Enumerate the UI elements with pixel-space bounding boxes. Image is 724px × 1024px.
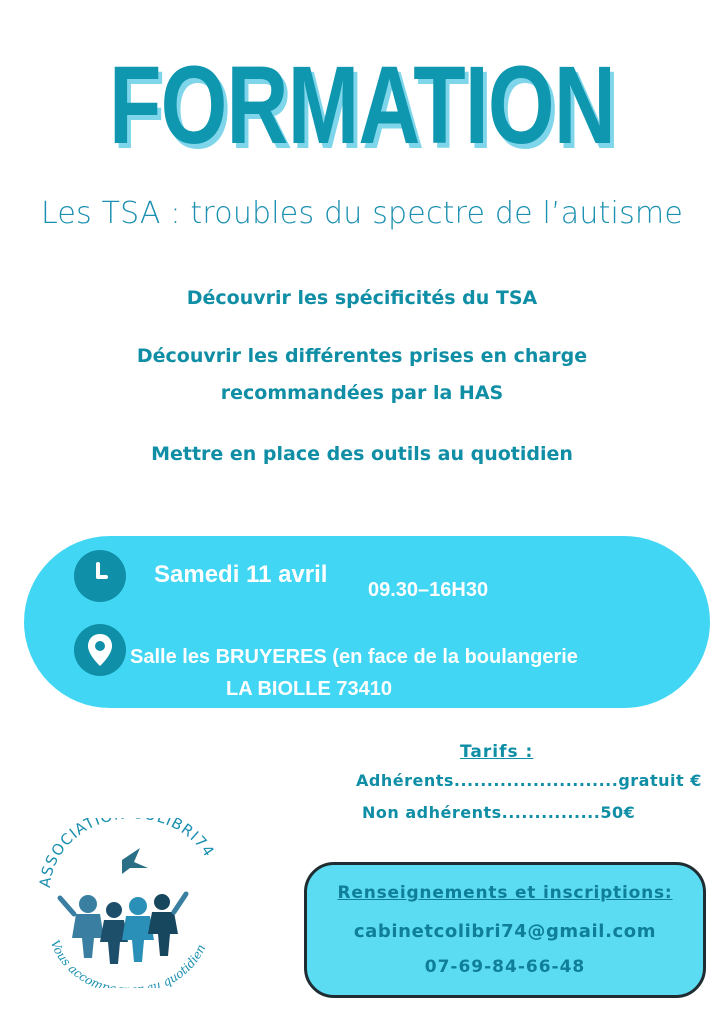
contact-phone[interactable]: 07-69-84-66-48 xyxy=(424,957,586,977)
clock-icon xyxy=(74,550,126,602)
tarif-row-members: Adhérents.........................gratuit € xyxy=(356,771,702,790)
logo-tagline: Vous accomp au quotidien xyxy=(47,938,209,988)
svg-text:Vous accompagner au quotidien xyxy=(48,938,208,988)
goal-2-line-1: Découvrir les différentes prises en charge xyxy=(136,345,588,367)
event-place: Salle les BRUYERES (en face de la boulangerie xyxy=(130,646,578,668)
goal-2 xyxy=(0,338,724,412)
tarifs-title: Tarifs : xyxy=(460,742,534,762)
tarif-row-non-members: Non adhérents...............50€ xyxy=(362,803,636,822)
association-logo xyxy=(30,818,230,988)
goal-1: Découvrir les spécificités du TSA xyxy=(186,287,538,309)
location-pin-icon xyxy=(74,624,126,676)
event-date: Samedi 11 avril xyxy=(154,561,328,588)
contact-email[interactable]: cabinetcolibri74@gmail.com xyxy=(353,921,657,942)
event-time: 09.30–16H30 xyxy=(368,579,489,601)
page-title: FORMATION xyxy=(108,44,616,167)
contact-box xyxy=(304,862,706,998)
subtitle: Les TSA : troubles du spectre de l’autisme xyxy=(40,196,683,231)
goal-2-line-2: recommandées par la HAS xyxy=(220,382,504,404)
svg-text:ASSOCIATION COLIBRI74 xyxy=(36,818,218,889)
event-info-panel xyxy=(24,536,710,708)
contact-title: Renseignements et inscriptions: xyxy=(337,883,673,903)
event-city: LA BIOLLE 73410 xyxy=(226,678,392,700)
logo-text: ASSOCIATI IBRI74 xyxy=(35,818,219,889)
goal-3: Mettre en place des outils au quotidien xyxy=(151,443,573,465)
